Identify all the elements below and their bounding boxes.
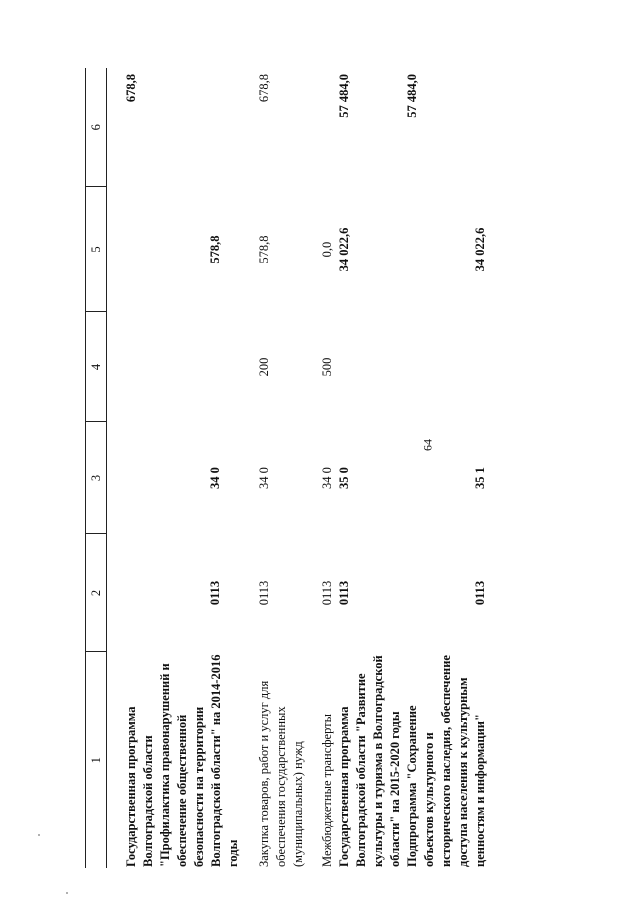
row-amount-6: 678,8 [124,74,138,103]
header-row [86,68,107,868]
table-body [107,68,490,868]
row-amount-6 [307,68,336,187]
row-amount-5: 0,0 [320,241,334,258]
row-amount-5: 578,8 [257,235,271,264]
row-amount-6: 57 484,0 [405,74,419,118]
row-expense-type [336,312,404,422]
row-target-article: 35 0 [337,467,351,489]
scan-speck [38,834,40,836]
row-amount-6: 678,8 [257,74,271,103]
row-section-code: 0113 [473,580,487,606]
row-amount-6: 57 484,0 [337,74,351,118]
table-row [307,68,336,868]
row-name: Межбюджетные трансферты [320,713,334,867]
row-section-code: 0113 [208,580,222,606]
row-amount-5: 34 022,6 [337,227,351,272]
column-header-3: 3 [86,422,107,534]
column-header-5: 5 [86,187,107,312]
row-target-article: 34 0 [320,467,334,489]
page-number: 64 [420,439,435,451]
rotated-table-container [85,68,545,868]
column-header-2: 2 [86,534,107,652]
row-target-article: 34 0 [208,467,222,489]
row-expense-type: 200 [257,357,271,377]
row-amount-5: 34 022,6 [473,227,487,272]
row-expense-type: 500 [320,357,334,377]
table-row [242,68,307,868]
row-expense-type [404,312,489,422]
scan-speck [66,892,68,894]
row-section-code: 0113 [337,580,351,606]
row-amount-5: 578,8 [208,235,222,264]
table-row [107,68,243,868]
column-header-4: 4 [86,312,107,422]
column-header-6: 6 [86,68,107,187]
row-section-code: 0113 [320,580,334,606]
table-header [86,68,107,868]
budget-table [85,68,489,868]
row-target-article: 35 1 [473,467,487,489]
row-section-code: 0113 [257,580,271,606]
table-row [404,68,489,868]
row-expense-type [107,312,243,422]
row-name: Государственная программа Волгоградской области "Профилактика правонарушений и обеспечение общественной безопасности на территории Волгоградской области" на 2014-2016 годы [124,654,240,867]
table-row [336,68,404,868]
row-name: Государственная программа Волгоградской области "Развитие культуры и туризма в Волгоградской области" на 2015-2020 годы [337,655,402,867]
row-target-article: 34 0 [257,467,271,489]
column-header-1: 1 [86,652,107,868]
row-name: Подпрограмма "Сохранение объектов культурного и исторического наследия, обеспечение доступа населения к культурным ценностям и информации" [405,655,487,867]
row-name: Закупка товаров, работ и услуг для обеспечения государственных (муниципальных) нужд [257,680,305,867]
